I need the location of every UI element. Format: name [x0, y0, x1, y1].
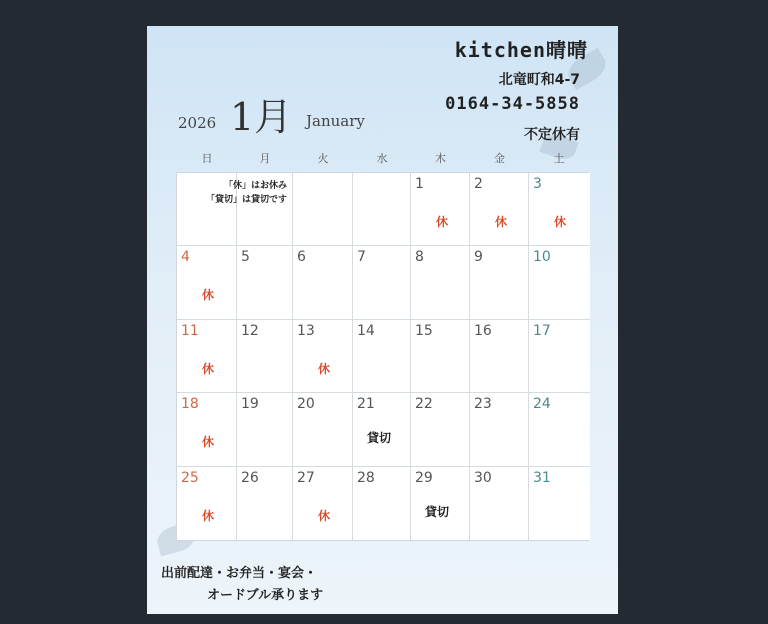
- closed-mark: 休: [202, 361, 215, 376]
- day-number: 26: [241, 469, 259, 486]
- shop-address: 北竜町和4-7: [498, 72, 580, 88]
- calendar-day-cell: [177, 393, 237, 466]
- services-line-1: 出前配達・お弁当・宴会・: [161, 566, 318, 581]
- day-number: 10: [533, 249, 551, 266]
- closed-mark: 休: [554, 215, 567, 229]
- day-number: 1: [415, 176, 424, 192]
- services-line-2: オードブル承ります: [207, 588, 324, 603]
- day-number: 27: [297, 469, 315, 486]
- day-number: 12: [241, 322, 259, 339]
- day-number: 11: [181, 322, 199, 339]
- closed-mark: 休: [495, 215, 508, 229]
- closed-mark: 休: [202, 288, 215, 303]
- day-number: 23: [474, 396, 492, 413]
- services-note: [161, 563, 323, 607]
- calendar-month: 1月: [230, 95, 293, 139]
- calendar-day-cell: [353, 467, 411, 540]
- weekday-label: 火: [317, 152, 329, 165]
- day-number: 18: [181, 396, 199, 413]
- shop-name: kitchen晴晴: [454, 38, 588, 62]
- day-number: 4: [181, 249, 190, 266]
- day-number: 16: [474, 322, 492, 339]
- reserved-mark: 貸切: [425, 504, 450, 519]
- calendar-day-cell: [529, 246, 590, 319]
- day-number: 6: [297, 249, 306, 266]
- weekday-label: 日: [201, 152, 213, 165]
- day-number: 15: [415, 322, 433, 339]
- weekday-label: 土: [553, 152, 565, 165]
- weekday-label: 金: [494, 152, 505, 165]
- day-number: 8: [415, 249, 424, 266]
- calendar-day-cell: [411, 246, 470, 319]
- calendar-day-cell: [237, 320, 293, 393]
- day-number: 20: [297, 396, 315, 413]
- calendar-day-cell: [529, 467, 590, 540]
- calendar-day-cell: [293, 320, 353, 393]
- calendar-day-cell: [470, 393, 529, 466]
- day-number: 17: [533, 322, 551, 339]
- calendar-day-cell: [529, 320, 590, 393]
- calendar-day-cell: [293, 173, 353, 246]
- calendar-day-cell: [177, 246, 237, 319]
- calendar-day-cell: [353, 246, 411, 319]
- day-number: 29: [415, 469, 433, 486]
- day-number: 2: [474, 176, 483, 192]
- closed-mark: 休: [318, 361, 331, 376]
- weekday-label: 水: [376, 152, 388, 165]
- closed-mark: 休: [318, 508, 331, 523]
- day-number: 13: [297, 322, 315, 339]
- day-number: 14: [357, 322, 375, 339]
- calendar-grid: [176, 172, 589, 541]
- calendar-day-cell: [177, 173, 287, 246]
- calendar-day-cell: [529, 393, 590, 466]
- calendar-day-cell: [237, 246, 293, 319]
- closed-mark: 休: [202, 508, 215, 523]
- weekday-header: [177, 150, 589, 166]
- calendar-day-cell: [353, 393, 411, 466]
- day-number: 21: [357, 396, 375, 413]
- calendar-day-cell: [470, 467, 529, 540]
- legend-line-1: 「休」はお休み: [223, 181, 287, 191]
- calendar-day-cell: [529, 173, 590, 246]
- calendar-poster: [147, 26, 618, 614]
- shop-phone: 0164-34-5858: [445, 94, 580, 114]
- day-number: 9: [474, 249, 483, 266]
- weekday-label: 月: [259, 152, 271, 165]
- calendar-day-cell: [470, 173, 529, 246]
- day-number: 30: [474, 469, 492, 486]
- day-number: 22: [415, 396, 433, 413]
- legend-note: [183, 179, 287, 207]
- closed-mark: 休: [436, 215, 449, 229]
- day-number: 28: [357, 469, 375, 486]
- calendar-day-cell: [470, 246, 529, 319]
- day-number: 19: [241, 396, 259, 413]
- calendar-day-cell: [353, 320, 411, 393]
- day-number: 5: [241, 249, 250, 266]
- calendar-day-cell: [293, 246, 353, 319]
- calendar-day-cell: [470, 320, 529, 393]
- calendar-day-cell: [293, 467, 353, 540]
- calendar-day-cell: [411, 467, 470, 540]
- calendar-day-cell: [411, 320, 470, 393]
- calendar-year: 2026: [178, 114, 217, 132]
- weekday-label: 木: [435, 152, 446, 165]
- calendar-day-cell: [411, 393, 470, 466]
- day-number: 7: [357, 249, 366, 266]
- day-number: 3: [533, 176, 542, 192]
- closed-note: 不定休有: [524, 127, 580, 143]
- calendar-day-cell: [237, 467, 293, 540]
- calendar-day-cell: [177, 467, 237, 540]
- day-number: 24: [533, 396, 551, 413]
- calendar-day-cell: [411, 173, 470, 246]
- day-number: 25: [181, 469, 199, 486]
- legend-line-2: 「貸切」は貸切です: [205, 195, 287, 205]
- closed-mark: 休: [202, 435, 215, 450]
- day-number: 31: [533, 469, 551, 486]
- reserved-mark: 貸切: [367, 431, 392, 446]
- calendar-month-en: January: [306, 112, 365, 130]
- calendar-day-cell: [177, 320, 237, 393]
- calendar-day-cell: [237, 393, 293, 466]
- calendar-day-cell: [293, 393, 353, 466]
- calendar-day-cell: [353, 173, 411, 246]
